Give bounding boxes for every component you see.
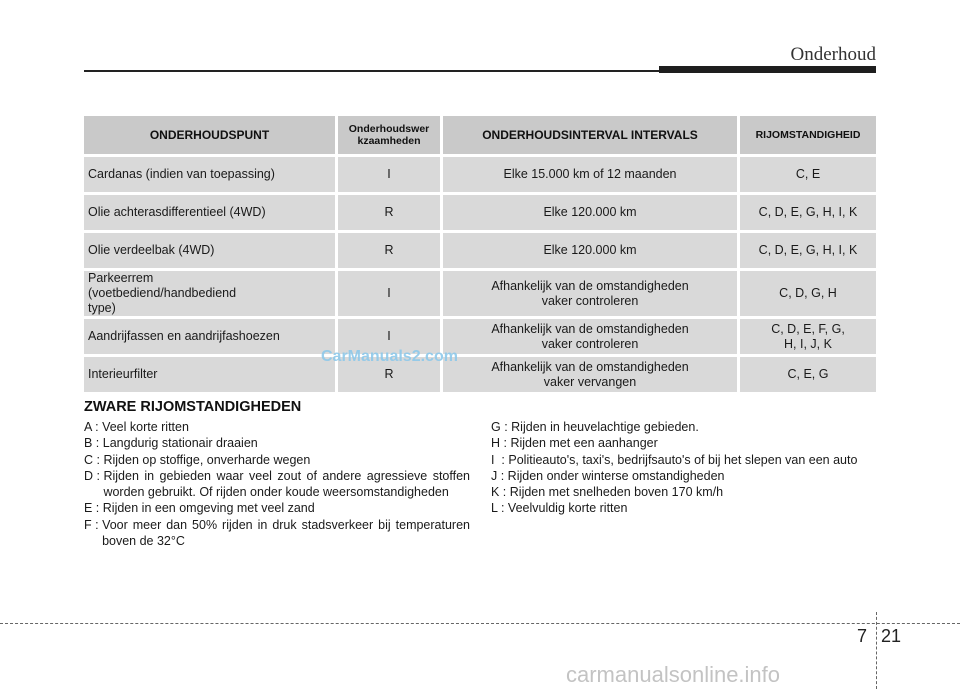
condition-text: Rijden in een omgeving met veel zand bbox=[102, 501, 315, 516]
table-row bbox=[84, 233, 876, 268]
condition-item bbox=[491, 419, 876, 435]
condition-key: D : bbox=[84, 468, 104, 483]
page-number-divider bbox=[876, 612, 877, 689]
table-row bbox=[84, 357, 876, 392]
watermark-logo: CarManuals2.com bbox=[321, 348, 458, 365]
header-conditions: RIJOMSTANDIGHEID bbox=[737, 116, 876, 154]
row-conditions: C, D, E, G, H, I, K bbox=[737, 233, 876, 268]
condition-text: Veelvuldig korte ritten bbox=[507, 501, 628, 516]
header-operations: Onderhoudswer kzaamheden bbox=[335, 116, 440, 154]
table-header-row bbox=[84, 116, 876, 154]
row-interval: Elke 120.000 km bbox=[440, 195, 737, 230]
footer-watermark: carmanualsonline.info bbox=[566, 662, 781, 687]
row-operation: R bbox=[335, 233, 440, 268]
row-operation: I bbox=[335, 271, 440, 316]
condition-key: G : bbox=[491, 420, 512, 434]
header-maintenance-point: ONDERHOUDSPUNT bbox=[84, 116, 335, 154]
condition-item bbox=[491, 484, 876, 500]
condition-key: K : bbox=[491, 485, 510, 500]
row-item: Aandrijfassen en aandrijfashoezen bbox=[84, 319, 335, 354]
row-conditions: C, E bbox=[737, 157, 876, 192]
row-operation: I bbox=[335, 157, 440, 192]
table-row bbox=[84, 319, 876, 354]
severe-conditions-list-right bbox=[491, 419, 876, 517]
table-row bbox=[84, 195, 876, 230]
table-row bbox=[84, 157, 876, 192]
condition-item bbox=[84, 452, 470, 468]
row-item: Olie verdeelbak (4WD) bbox=[84, 233, 335, 268]
row-interval: Afhankelijk van de omstandigheden vaker vervangen bbox=[440, 357, 737, 392]
condition-item bbox=[491, 468, 876, 484]
row-interval: Afhankelijk van de omstandigheden vaker controleren bbox=[440, 319, 737, 354]
condition-item bbox=[491, 435, 876, 451]
condition-item bbox=[491, 500, 876, 516]
table-row bbox=[84, 271, 876, 316]
condition-key: C : bbox=[84, 452, 104, 467]
condition-key: F : bbox=[84, 517, 103, 532]
footer-divider bbox=[0, 623, 960, 624]
severe-conditions-title: ZWARE RIJOMSTANDIGHEDEN bbox=[84, 399, 302, 415]
condition-key: I : bbox=[491, 452, 509, 467]
condition-text: Rijden op stoffige, onverharde wegen bbox=[103, 452, 311, 467]
condition-text: Rijden met snelheden boven 170 km/h bbox=[509, 485, 724, 500]
condition-text: Rijden in heuvelachtige gebieden. bbox=[511, 420, 699, 434]
condition-text: Langdurig stationair draaien bbox=[102, 436, 258, 451]
maintenance-table bbox=[84, 113, 876, 395]
row-item: Olie achterasdifferentieel (4WD) bbox=[84, 195, 335, 230]
condition-item bbox=[84, 468, 470, 501]
header-rule bbox=[84, 70, 659, 72]
header-rule-accent bbox=[659, 66, 876, 73]
row-interval: Afhankelijk van de omstandigheden vaker controleren bbox=[440, 271, 737, 316]
condition-text: Voor meer dan 50% rijden in druk stadsverkeer bij temperaturen boven de 32°C bbox=[102, 517, 470, 549]
condition-item bbox=[84, 435, 470, 451]
condition-text: Veel korte ritten bbox=[102, 420, 189, 434]
severe-conditions-list-left bbox=[84, 419, 470, 549]
row-operation: R bbox=[335, 357, 440, 392]
chapter-number: 7 bbox=[857, 626, 868, 646]
condition-text: Rijden in gebieden waar veel zout of andere agressieve stoffen worden gebruikt. Of rijden onder koude weersomstandigheden bbox=[103, 468, 470, 500]
condition-item bbox=[491, 452, 876, 468]
section-title: Onderhoud bbox=[790, 44, 876, 65]
condition-text: Rijden onder winterse omstandigheden bbox=[507, 468, 725, 483]
row-conditions: C, D, E, F, G, H, I, J, K bbox=[737, 319, 876, 354]
condition-key: E : bbox=[84, 501, 103, 516]
condition-key: J : bbox=[491, 468, 508, 483]
row-conditions: C, D, E, G, H, I, K bbox=[737, 195, 876, 230]
row-item: Parkeerrem (voetbediend/handbediend type) bbox=[84, 271, 335, 316]
row-item: Interieurfilter bbox=[84, 357, 335, 392]
row-item: Cardanas (indien van toepassing) bbox=[84, 157, 335, 192]
row-operation: R bbox=[335, 195, 440, 230]
condition-key: B : bbox=[84, 436, 103, 451]
row-operation: I bbox=[335, 319, 440, 354]
header-interval: ONDERHOUDSINTERVAL INTERVALS bbox=[440, 116, 737, 154]
condition-text: Politieauto's, taxi's, bedrijfsauto's of bij het slepen van een auto bbox=[508, 452, 858, 467]
condition-item bbox=[84, 500, 470, 516]
row-interval: Elke 15.000 km of 12 maanden bbox=[440, 157, 737, 192]
page-number: 21 bbox=[881, 626, 902, 646]
condition-key: H : bbox=[491, 436, 511, 451]
condition-item bbox=[84, 419, 470, 435]
condition-item bbox=[84, 517, 470, 550]
condition-key: L : bbox=[491, 501, 508, 516]
condition-key: A : bbox=[84, 420, 103, 434]
row-conditions: C, E, G bbox=[737, 357, 876, 392]
row-conditions: C, D, G, H bbox=[737, 271, 876, 316]
condition-text: Rijden met een aanhanger bbox=[510, 436, 658, 451]
row-interval: Elke 120.000 km bbox=[440, 233, 737, 268]
